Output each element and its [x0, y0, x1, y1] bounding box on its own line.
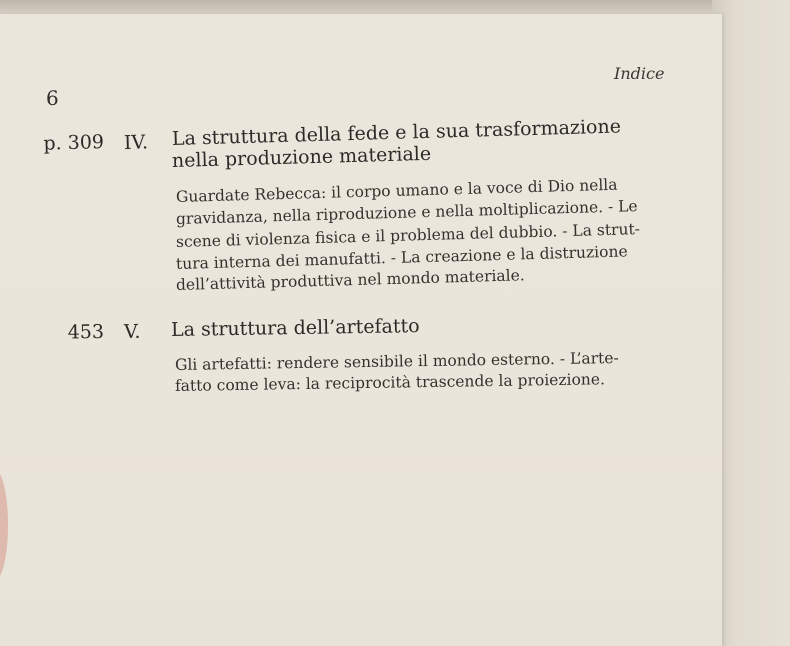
- running-head: Indice: [614, 64, 665, 83]
- entry-description-line: dell’attività produttiva nel mondo materiale.: [175, 266, 525, 294]
- page-number: 6: [46, 86, 59, 110]
- entry-chapter-number: IV.: [123, 131, 149, 154]
- entry-title-line: nella produzione materiale: [171, 142, 432, 172]
- entry-description-line: Guardate Rebecca: il corpo umano e la voce di Dio nella: [175, 175, 618, 206]
- entry-description-line: scene di violenza fisica e il problema del dubbio. - La strut-: [175, 220, 641, 251]
- entry-page-number: 453: [67, 320, 105, 344]
- entry-page-number: p. 309: [43, 131, 105, 155]
- entry-description-line: gravidanza, nella riproduzione e nella moltiplicazione. - Le: [175, 197, 638, 228]
- next-page-edge: [712, 0, 790, 646]
- entry-description-line: Gli artefatti: rendere sensibile il mondo esterno. - L’arte-: [174, 349, 619, 374]
- entry-title-line: La struttura dell’artefatto: [170, 315, 420, 341]
- entry-title-line: La struttura della fede e la sua trasformazione: [171, 115, 622, 150]
- entry-description-line: fatto come leva: la reciprocità trascende la proiezione.: [174, 370, 606, 395]
- entry-description-line: tura interna dei manufatti. - La creazione e la distruzione: [175, 242, 628, 273]
- entry-chapter-number: V.: [123, 320, 141, 343]
